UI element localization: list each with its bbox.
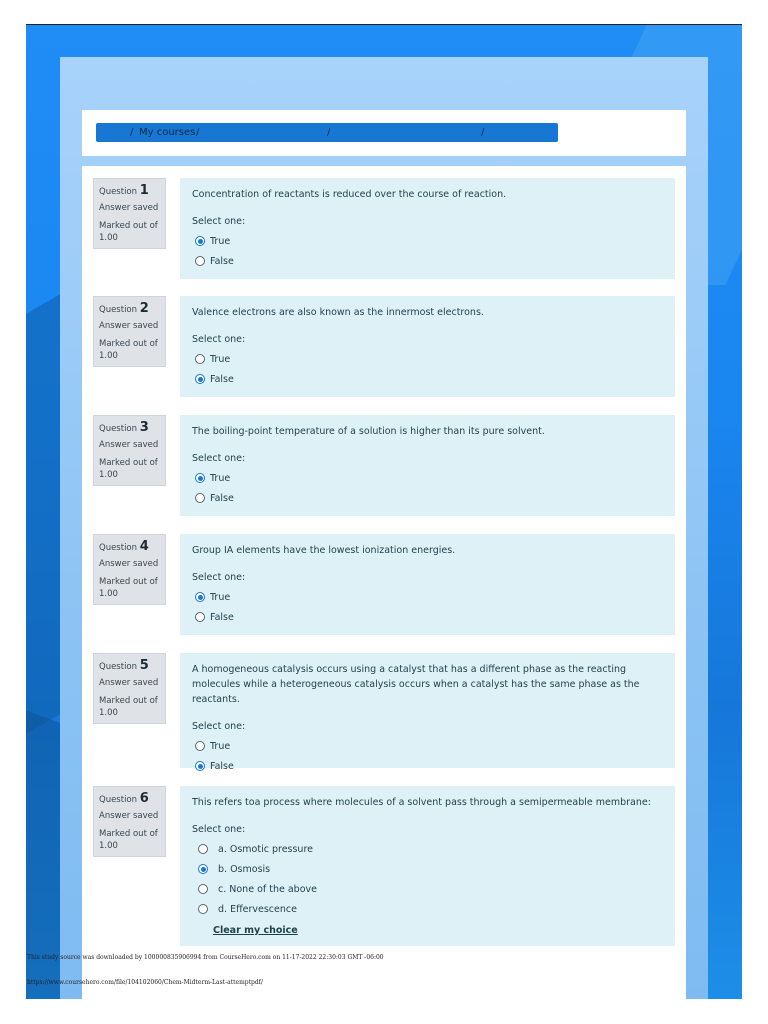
question-state: Answer saved xyxy=(99,203,159,213)
question-state: Answer saved xyxy=(99,811,159,821)
question-mark: Marked out of 1.00 xyxy=(99,339,158,361)
radio-button-selected[interactable] xyxy=(195,761,205,771)
option-false[interactable] xyxy=(195,607,675,627)
question-text: This refers toa process where molecules of a solvent pass through a semipermeable membrane: xyxy=(192,797,651,808)
question-info xyxy=(93,178,166,249)
radio-button[interactable] xyxy=(198,884,208,894)
question-number: 3 xyxy=(139,420,149,435)
question-number: 2 xyxy=(139,301,149,316)
navigation-card xyxy=(82,110,686,156)
question-box xyxy=(180,178,675,279)
option-false[interactable] xyxy=(195,251,675,271)
option-false[interactable] xyxy=(195,369,675,389)
question-info xyxy=(93,786,166,857)
question-state: Answer saved xyxy=(99,678,159,688)
option-true[interactable] xyxy=(195,587,675,607)
question-state: Answer saved xyxy=(99,321,159,331)
select-one-label: Select one: xyxy=(192,216,246,227)
question-box xyxy=(180,534,675,635)
option-true[interactable] xyxy=(195,231,675,251)
option-true[interactable] xyxy=(195,349,675,369)
question-mark: Marked out of 1.00 xyxy=(99,458,158,480)
source-url: https://www.coursehero.com/file/104102060/Chem-Midterm-Last-attemptpdf/ xyxy=(27,979,263,986)
radio-button-selected[interactable] xyxy=(198,864,208,874)
question-info xyxy=(93,296,166,367)
question-text: Valence electrons are also known as the innermost electrons. xyxy=(192,307,484,318)
option-label: False xyxy=(210,492,234,504)
question-label: Question 4 xyxy=(99,539,149,554)
question-mark: Marked out of 1.00 xyxy=(99,696,158,718)
question-label: Question 6 xyxy=(99,791,149,806)
option-label: True xyxy=(210,472,231,484)
option-b[interactable] xyxy=(198,859,675,879)
question-number: 5 xyxy=(139,658,149,673)
option-d[interactable] xyxy=(198,899,675,919)
breadcrumb-separator: / xyxy=(130,127,134,138)
question-mark: Marked out of 1.00 xyxy=(99,577,158,599)
question-number: 4 xyxy=(139,539,149,554)
question-number: 6 xyxy=(139,791,149,806)
question-text: Concentration of reactants is reduced over the course of reaction. xyxy=(192,189,507,200)
radio-button-selected[interactable] xyxy=(195,592,205,602)
option-label: True xyxy=(210,235,231,247)
option-label: True xyxy=(210,740,231,752)
select-one-label: Select one: xyxy=(192,453,246,464)
question-info xyxy=(93,415,166,486)
radio-button[interactable] xyxy=(195,612,205,622)
option-a[interactable] xyxy=(198,839,675,859)
option-label: a. Osmotic pressure xyxy=(218,843,313,855)
question-state: Answer saved xyxy=(99,440,159,450)
breadcrumb xyxy=(96,123,558,142)
question-label: Question 3 xyxy=(99,420,149,435)
question-mark: Marked out of 1.00 xyxy=(99,829,158,851)
question-text: The boiling-point temperature of a solution is higher than its pure solvent. xyxy=(192,426,545,437)
option-label: False xyxy=(210,760,234,772)
breadcrumb-separator: / xyxy=(481,127,485,138)
select-one-label: Select one: xyxy=(192,721,246,732)
question-box xyxy=(180,653,675,772)
option-true[interactable] xyxy=(195,736,675,756)
breadcrumb-my-courses[interactable]: My courses xyxy=(139,127,196,138)
question-label: Question 5 xyxy=(99,658,149,673)
option-label: True xyxy=(210,591,231,603)
breadcrumb-separator: / xyxy=(196,127,200,138)
quiz-content xyxy=(82,166,686,999)
radio-button[interactable] xyxy=(195,256,205,266)
radio-button[interactable] xyxy=(195,354,205,364)
option-label: b. Osmosis xyxy=(218,863,271,875)
option-c[interactable] xyxy=(198,879,675,899)
radio-button[interactable] xyxy=(198,844,208,854)
clear-my-choice-link[interactable]: Clear my choice xyxy=(213,925,298,936)
option-label: False xyxy=(210,373,234,385)
radio-button[interactable] xyxy=(195,493,205,503)
option-false[interactable] xyxy=(195,756,675,776)
radio-button-selected[interactable] xyxy=(195,374,205,384)
option-label: False xyxy=(210,255,234,267)
question-box xyxy=(180,786,675,946)
question-label: Question 1 xyxy=(99,183,149,198)
question-info xyxy=(93,653,166,724)
option-true[interactable] xyxy=(195,468,675,488)
radio-button-selected[interactable] xyxy=(195,473,205,483)
option-label: c. None of the above xyxy=(218,883,317,895)
question-state: Answer saved xyxy=(99,559,159,569)
option-label: True xyxy=(210,353,231,365)
select-one-label: Select one: xyxy=(192,572,246,583)
radio-button[interactable] xyxy=(195,741,205,751)
radio-button[interactable] xyxy=(198,904,208,914)
question-text: Group IA elements have the lowest ionization energies. xyxy=(192,545,456,556)
breadcrumb-separator: / xyxy=(327,127,331,138)
question-label: Question 2 xyxy=(99,301,149,316)
question-mark: Marked out of 1.00 xyxy=(99,221,158,243)
question-box xyxy=(180,296,675,397)
option-label: d. Effervescence xyxy=(218,903,297,915)
select-one-label: Select one: xyxy=(192,334,246,345)
question-text: A homogeneous catalysis occurs using a catalyst that has a different phase as the reacting molecules while a heterogeneous catalysis occurs when a catalyst has the same phase as the reactants. xyxy=(192,664,640,705)
option-false[interactable] xyxy=(195,488,675,508)
question-box xyxy=(180,415,675,516)
question-number: 1 xyxy=(139,183,149,198)
radio-button-selected[interactable] xyxy=(195,236,205,246)
download-notice: This study source was downloaded by 100000835906994 from CourseHero.com on 11-17-2022 22:30:03 GMT -06:00 xyxy=(27,954,384,961)
question-info xyxy=(93,534,166,605)
option-label: False xyxy=(210,611,234,623)
select-one-label: Select one: xyxy=(192,824,246,835)
